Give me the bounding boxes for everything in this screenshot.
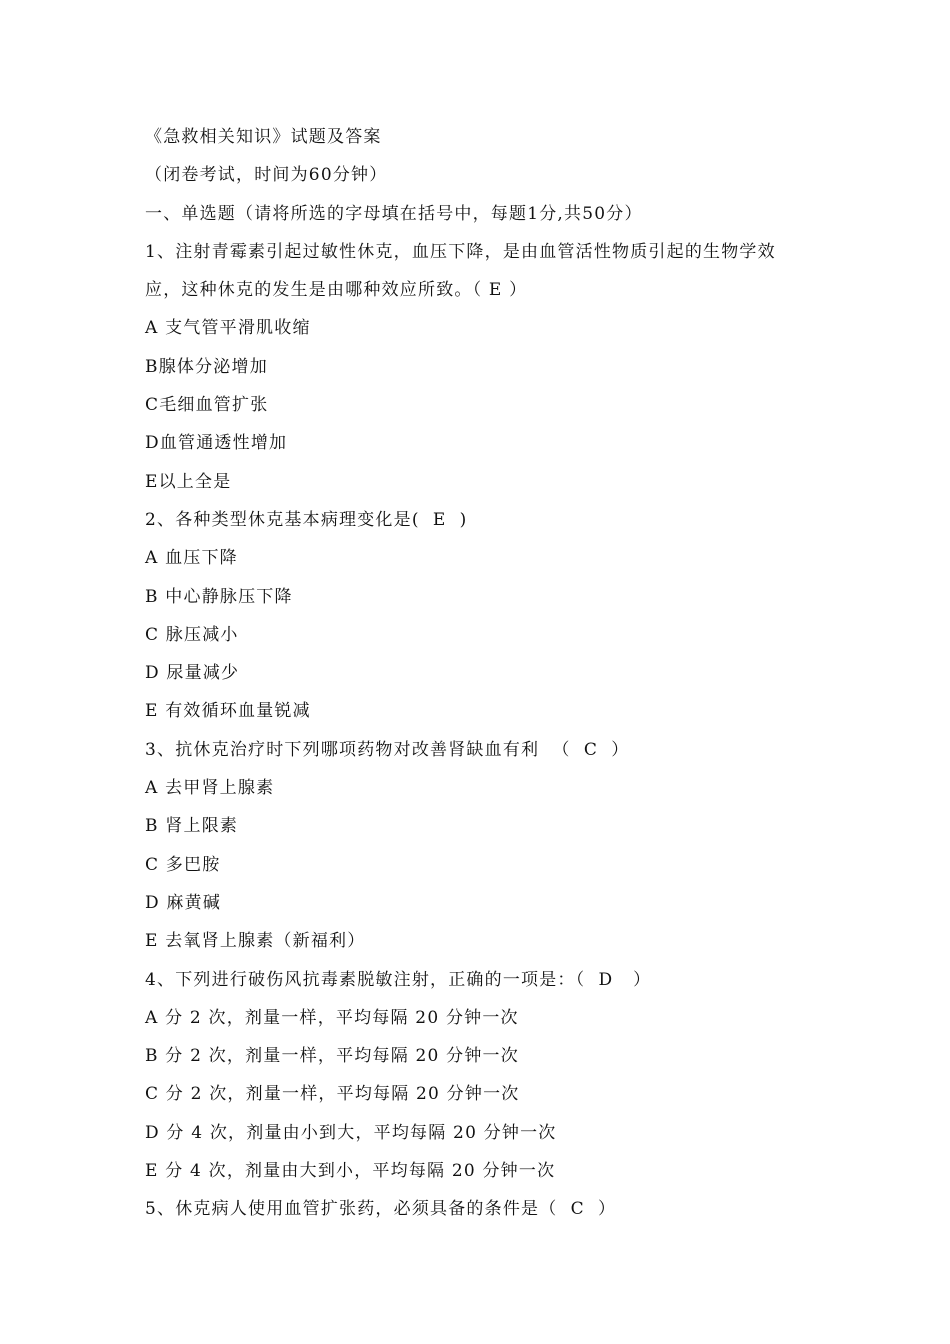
answer-option: A 血压下降 <box>145 548 238 569</box>
answer-option: D血管通透性增加 <box>145 433 288 454</box>
question-text: 3、抗休克治疗时下列哪项药物对改善肾缺血有利 （ C ） <box>145 739 630 760</box>
answer-option: C 分 2 次，剂量一样，平均每隔 20 分钟一次 <box>145 1084 520 1105</box>
document-title: 《急救相关知识》试题及答案 <box>145 127 382 147</box>
answer-option: B 中心静脉压下降 <box>145 586 293 607</box>
answer-option: C 多巴胺 <box>145 854 221 875</box>
answer-option: B腺体分泌增加 <box>145 356 268 377</box>
answer-option: E 分 4 次，剂量由大到小，平均每隔 20 分钟一次 <box>145 1161 556 1182</box>
answer-option: C 脉压减小 <box>145 624 239 645</box>
answer-option: C毛细血管扩张 <box>145 395 269 416</box>
answer-option: B 肾上限素 <box>145 816 239 837</box>
document-page <box>145 118 835 1229</box>
answer-option: E 去氧肾上腺素（新福利） <box>145 931 366 952</box>
exam-note: （闭卷考试，时间为60分钟） <box>145 165 388 186</box>
question-text: 4、下列进行破伤风抗毒素脱敏注射，正确的一项是：（ D ） <box>145 969 652 990</box>
answer-option: E以上全是 <box>145 471 232 492</box>
answer-option: D 麻黄碱 <box>145 892 222 913</box>
section-heading: 一、单选题（请将所选的字母填在括号中，每题1分,共50分） <box>145 203 643 224</box>
question-text: 2、各种类型休克基本病理变化是( E ) <box>145 509 468 530</box>
answer-option: E 有效循环血量锐减 <box>145 701 311 722</box>
answer-option: D 尿量减少 <box>145 663 240 684</box>
answer-option: D 分 4 次，剂量由小到大，平均每隔 20 分钟一次 <box>145 1122 557 1143</box>
question-text: 应，这种休克的发生是由哪种效应所致。（ E ） <box>145 280 528 301</box>
answer-option: A 去甲肾上腺素 <box>145 778 275 799</box>
answer-option: B 分 2 次，剂量一样，平均每隔 20 分钟一次 <box>145 1046 519 1067</box>
answer-option: A 支气管平滑肌收缩 <box>145 318 311 339</box>
answer-option: A 分 2 次，剂量一样，平均每隔 20 分钟一次 <box>145 1007 519 1028</box>
question-text: 5、休克病人使用血管扩张药，必须具备的条件是（ C ） <box>145 1199 617 1220</box>
question-text: 1、注射青霉素引起过敏性休克，血压下降，是由血管活性物质引起的生物学效 <box>145 241 776 262</box>
